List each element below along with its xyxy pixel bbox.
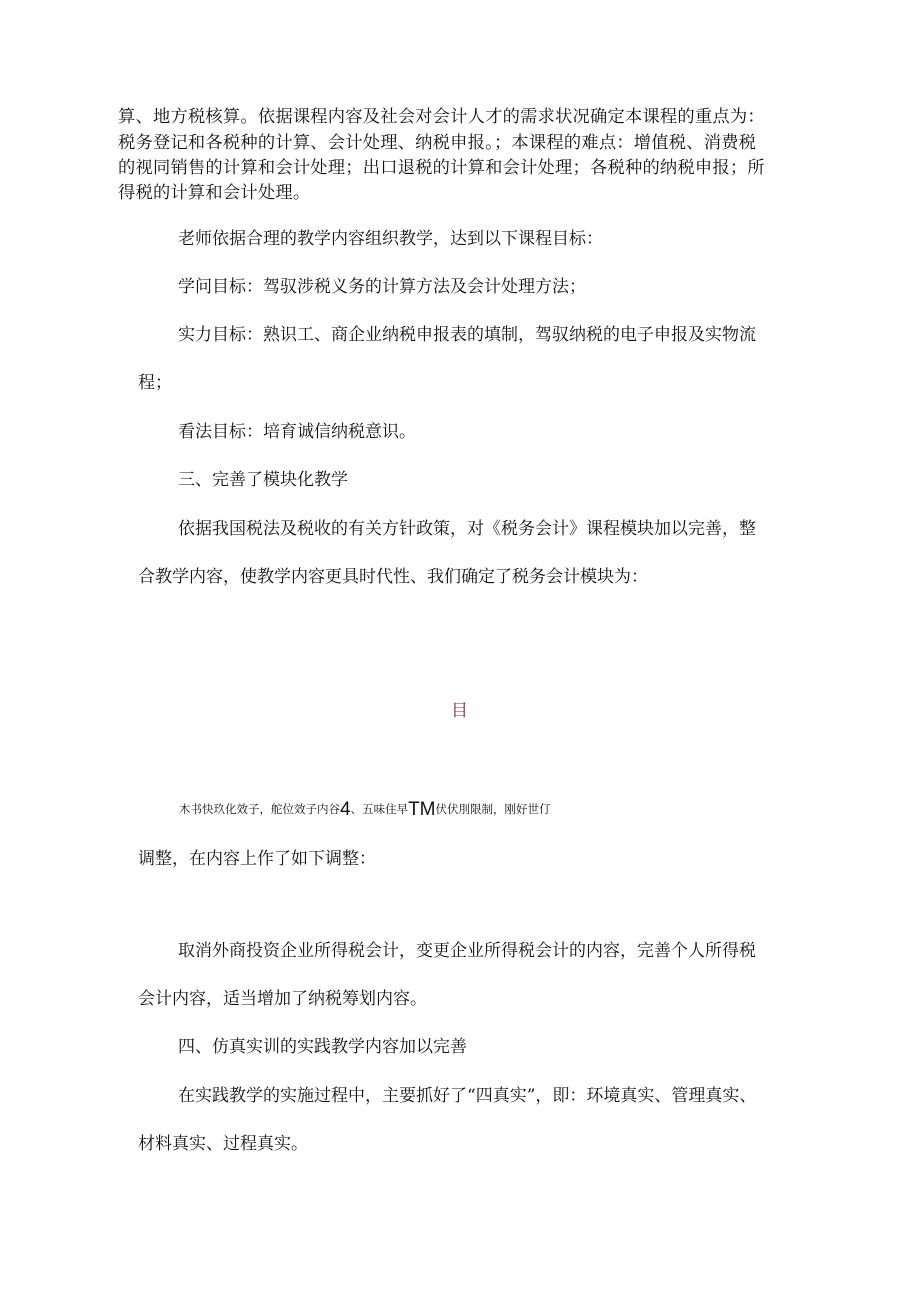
goals-intro: 老师依据合理的教学内容组织教学，达到以下课程目标： (178, 229, 603, 249)
paragraph-modules-line2: 合教学内容，使教学内容更具时代性、我们确定了税务会计模块为： (138, 567, 648, 587)
paragraph1-line2: 税务登记和各税种的计算、会计处理、纳税申报。；本课程的难点：增值税、消费税 (118, 133, 757, 153)
goal-attitude: 看法目标：培育诚信纳税意识。 (178, 422, 416, 442)
caption-big-digit: 4 (340, 799, 351, 820)
paragraph-practice-line1: 在实践教学的实施过程中，主要抓好了“四真实”，即：环境真实、管理真实、 (178, 1086, 757, 1106)
paragraph1-line3: 的视同销售的计算和会计处理；出口退税的计算和会计处理；各税种的纳税申报；所 (118, 158, 765, 178)
paragraph-modules-line1: 依据我国税法及税收的有关方针政策，对《税务会计》课程模块加以完善，整 (178, 519, 756, 539)
paragraph-practice-line2: 材料真实、过程真实。 (138, 1134, 308, 1154)
paragraph-adjust-line1: 取消外商投资企业所得税会计，变更企业所得税会计的内容，完善个人所得税 (178, 941, 756, 961)
caption-part2: 、五味住早 (350, 802, 409, 816)
goal-knowledge: 学问目标：驾驭涉税义务的计算方法及会计处理方法； (178, 277, 586, 297)
paragraph1-line4: 得税的计算和会计处理。 (118, 183, 311, 203)
section-heading-3: 三、完善了模块化教学 (178, 470, 348, 490)
paragraph1-line1: 算、地方税核算。依据课程内容及社会对会计人才的需求状况确定本课程的重点为： (118, 107, 765, 127)
caption-part1: 木书快玖化效子，舵位效子内谷 (179, 802, 340, 816)
goal-ability-line1: 实力目标：熟识工、商企业纳税申报表的填制，驾驭纳税的电子申报及实物流 (178, 325, 756, 345)
caption-big-tm: TM (408, 799, 436, 820)
adjust-line: 调整，在内容上作了如下调整： (138, 849, 376, 869)
caption-part3: 伏伏刖限制，刚好世仃 (435, 802, 551, 816)
figure-placeholder-mark: 目 (451, 701, 468, 721)
paragraph-adjust-line2: 会计内容，适当增加了纳税筹划内容。 (138, 989, 427, 1009)
garbled-caption (179, 801, 551, 818)
goal-ability-line2: 程； (138, 373, 172, 393)
section-heading-4: 四、仿真实训的实践教学内容加以完善 (178, 1037, 467, 1057)
